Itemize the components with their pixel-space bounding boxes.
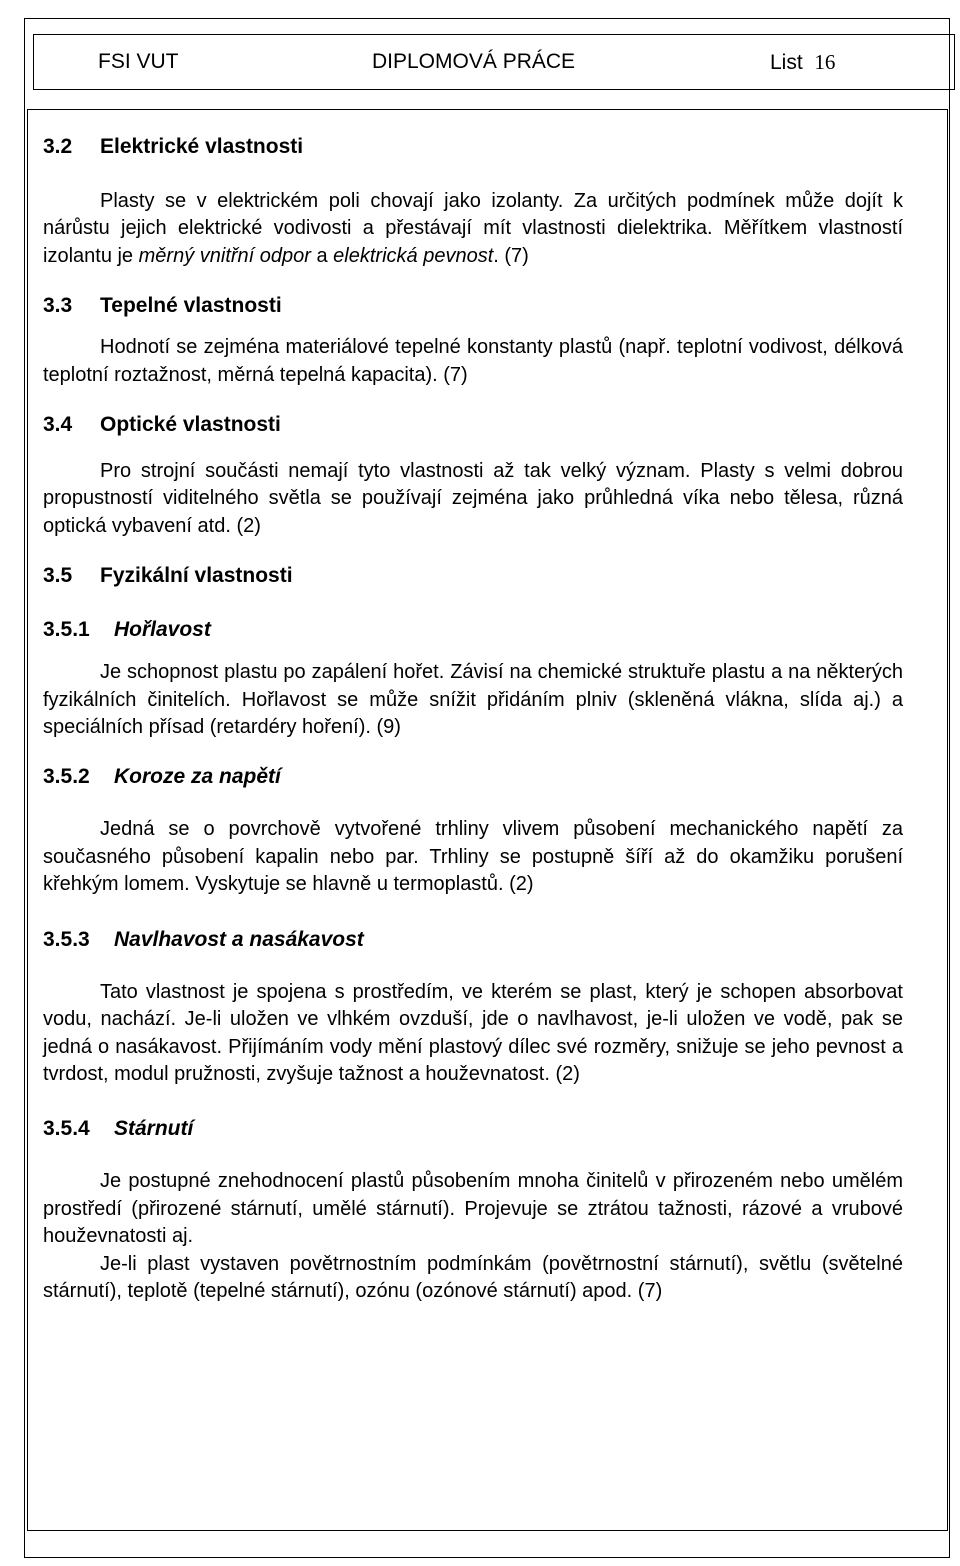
section-number: 3.5 (43, 564, 73, 588)
emphasis: elektrická pevnost (333, 244, 494, 267)
subsection-heading (43, 1116, 903, 1142)
subsection-heading (43, 764, 903, 790)
section-number: 3.3 (43, 294, 73, 318)
header-page (770, 50, 835, 75)
paragraph: Hodnotí se zejména materiálové tepelné konstanty plastů (např. teplotní vodivost, délková teplotní roztažnost, měrná tepelná kapacita). (7) (43, 336, 903, 386)
paragraph: Jedná se o povrchově vytvořené trhliny vlivem působení mechanického napětí za současného působení kapalin nebo par. Trhliny se postupně šíří až do okamžiku porušení křehkým lomem. Vyskytuje se hlavně u termoplastů. (2) (43, 818, 903, 896)
section-title: Tepelné vlastnosti (100, 294, 282, 318)
page-header (33, 34, 955, 90)
paragraph: Pro strojní součásti nemají tyto vlastnosti až tak velký význam. Plasty s velmi dobrou propustností viditelného světla se používají zejména jako průhledná víka nebo tělesa, různá optická vybavení atd. (2) (43, 460, 903, 537)
paragraph: Je-li plast vystaven povětrnostním podmínkám (povětrnostní stárnutí), světlu (světelné stárnutí), teplotě (tepelné stárnutí), ozónu (ozónové stárnutí) apod. (7) (43, 1252, 903, 1302)
section-number: 3.4 (43, 413, 73, 437)
subsection-number: 3.5.3 (43, 927, 90, 951)
text-run: Plasty se v elektrickém poli chovají jako izolanty. Za určitých podmínek může dojít k nárůstu jejich elektrické vodivosti a přestávají mít vlastnosti dielektrika. Měřítkem vlastností izolantu je (43, 190, 903, 267)
subsection-heading (43, 617, 903, 643)
subsection-number: 3.5.2 (43, 765, 90, 789)
section-heading (43, 412, 903, 438)
section-title: Fyzikální vlastnosti (100, 564, 293, 588)
emphasis: měrný vnitřní odpor (138, 244, 311, 267)
header-document-type: DIPLOMOVÁ PRÁCE (372, 50, 576, 73)
text-run: . (7) (493, 244, 529, 267)
subsection-number: 3.5.1 (43, 618, 90, 642)
section-title: Elektrické vlastnosti (100, 135, 304, 158)
subsection-title: Koroze za napětí (114, 765, 281, 789)
section-number: 3.2 (43, 135, 73, 158)
paragraph: Tato vlastnost je spojena s prostředím, ve kterém se plast, který je schopen absorbovat vodu, nachází. Je-li uložen ve vlhkém ovzduší, jde o navlhavost, je-li uložen ve vodě, pak se jedná o nasákavost. Přijímáním vody mění plastový dílec své rozměry, snižuje se jeho pevnost a tvrdost, modul pružnosti, zvyšuje tažnost a houževnatost. (2) (43, 980, 903, 1085)
text-run: a (310, 244, 334, 267)
subsection-heading (43, 927, 903, 953)
paragraph: Je postupné znehodnocení plastů působením mnoha činitelů v přirozeném nebo umělém prostředí (přirozené stárnutí, umělé stárnutí). Projevuje se ztrátou tažnosti, rázové a vrubové houževnatosti aj. (43, 1170, 903, 1248)
subsection-number: 3.5.4 (43, 1117, 90, 1141)
page-content (43, 126, 903, 1305)
header-page-number: 16 (814, 50, 836, 74)
subsection-title: Stárnutí (114, 1117, 194, 1141)
paragraph (43, 188, 903, 270)
header-institution: FSI VUT (98, 50, 179, 73)
subsection-title: Hořlavost (114, 618, 211, 642)
section-heading (43, 134, 903, 160)
section-title: Optické vlastnosti (100, 413, 281, 437)
subsection-title: Navlhavost a nasákavost (114, 927, 364, 951)
section-heading (43, 563, 903, 589)
header-page-label: List (770, 51, 803, 74)
paragraph: Je schopnost plastu po zapálení hořet. Závisí na chemické struktuře plastu a na některých fyzikálních činitelích. Hořlavost se může snížit přidáním plniv (skleněná vlákna, slída aj.) a speciálních přísad (retardéry hoření). (9) (43, 661, 903, 739)
section-heading (43, 293, 903, 319)
